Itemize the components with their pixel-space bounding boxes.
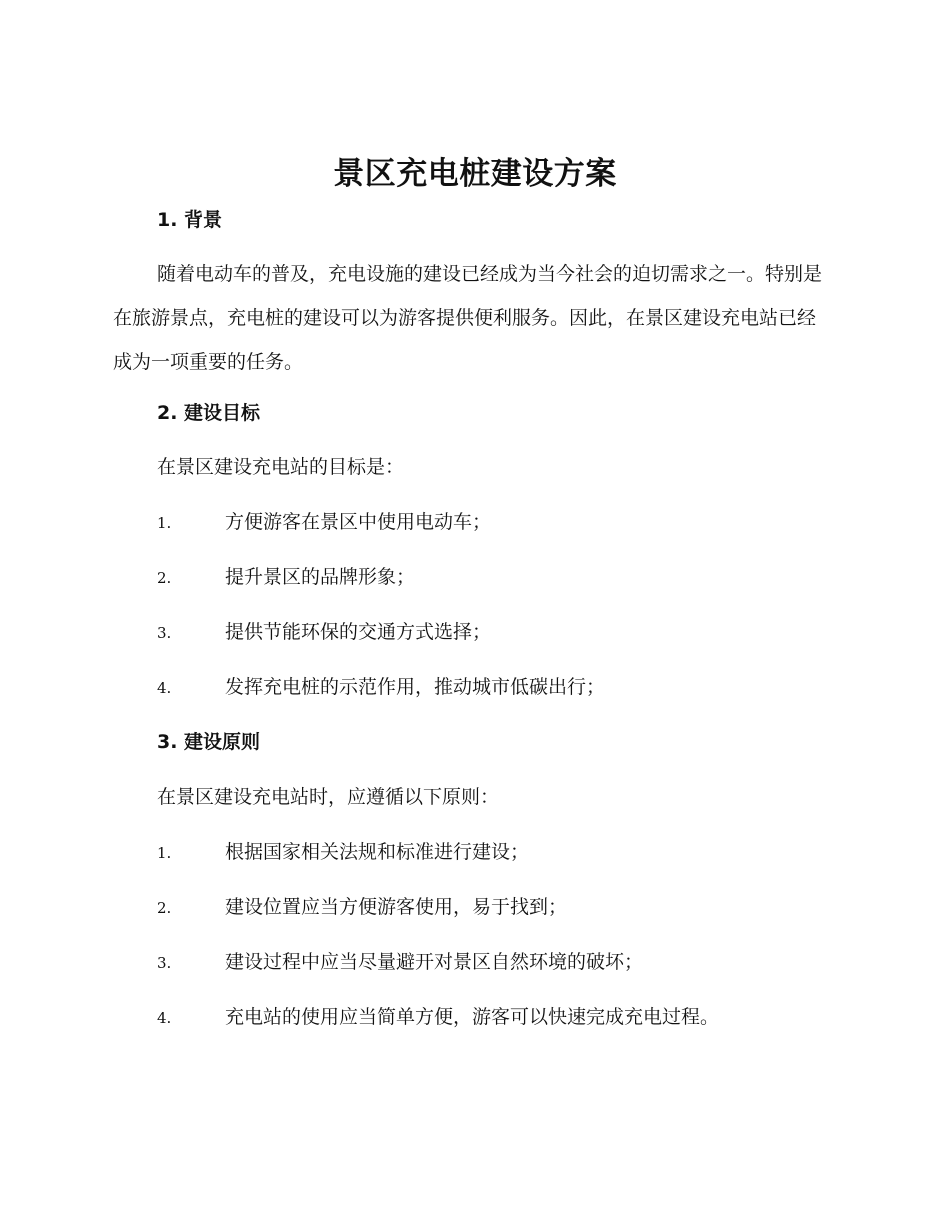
principles-intro: 在景区建设充电站时，应遵循以下原则： xyxy=(157,786,500,808)
list-item-text: 建设位置应当方便游客使用，易于找到； xyxy=(225,896,568,918)
list-item-number: 3. xyxy=(157,624,172,642)
list-item-text: 根据国家相关法规和标准进行建设； xyxy=(225,841,530,863)
list-item-number: 4. xyxy=(157,679,172,697)
background-paragraph: 随着电动车的普及，充电设施的建设已经成为当今社会的迫切需求之一。特别是在旅游景点，充电桩的建设可以为游客提供便利服务。因此，在景区建设充电站已经成为一项重要的任务。 xyxy=(113,263,823,373)
list-item xyxy=(157,837,529,867)
section-heading-background: 1. 背景 xyxy=(157,209,223,231)
list-item-number: 3. xyxy=(157,954,172,972)
list-item-number: 1. xyxy=(157,514,172,532)
list-item-text: 充电站的使用应当简单方便，游客可以快速完成充电过程。 xyxy=(225,1006,720,1028)
goals-intro: 在景区建设充电站的目标是： xyxy=(157,456,405,478)
list-item-number: 2. xyxy=(157,899,172,917)
list-item-text: 提供节能环保的交通方式选择； xyxy=(225,621,492,643)
section-heading-goals: 2. 建设目标 xyxy=(157,402,261,424)
list-item xyxy=(157,947,643,977)
list-item xyxy=(157,507,491,537)
list-item-number: 2. xyxy=(157,569,172,587)
list-item xyxy=(157,617,491,647)
list-item xyxy=(157,672,605,702)
section-heading-principles: 3. 建设原则 xyxy=(157,731,261,753)
list-item-number: 4. xyxy=(157,1009,172,1027)
list-item-number: 1. xyxy=(157,844,172,862)
list-item-text: 发挥充电桩的示范作用，推动城市低碳出行； xyxy=(225,676,606,698)
list-item xyxy=(157,1002,719,1032)
list-item xyxy=(157,892,567,922)
list-item-text: 方便游客在景区中使用电动车； xyxy=(225,511,492,533)
list-item xyxy=(157,562,415,592)
list-item-text: 建设过程中应当尽量避开对景区自然环境的破坏； xyxy=(225,951,644,973)
document-title: 景区充电桩建设方案 xyxy=(333,156,617,192)
list-item-text: 提升景区的品牌形象； xyxy=(225,566,416,588)
